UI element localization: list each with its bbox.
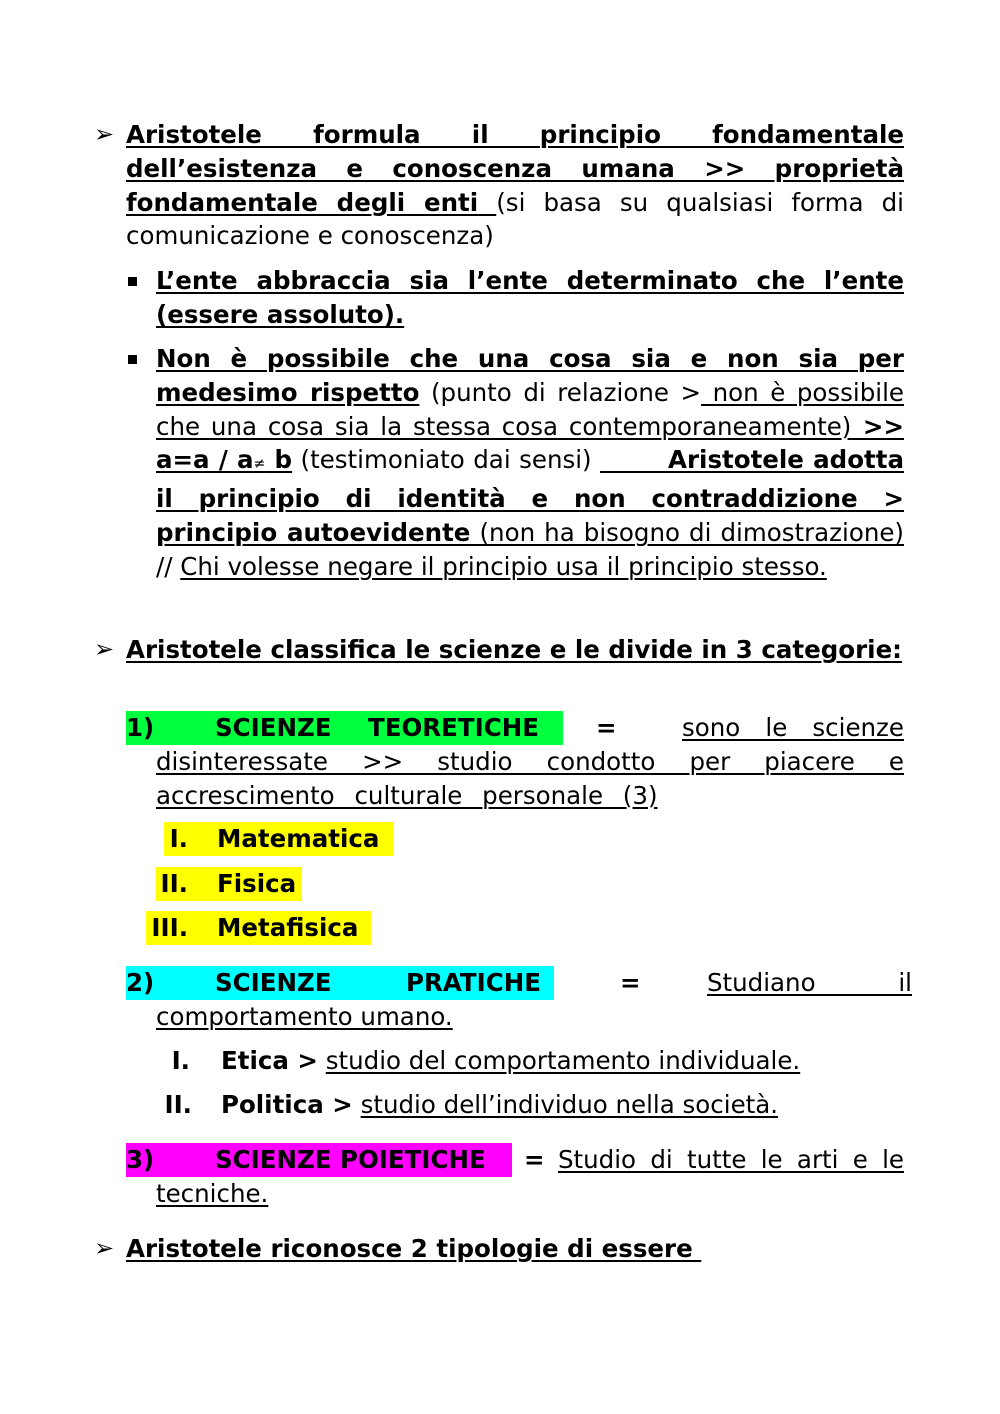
item-number: I. [169,824,188,853]
category-1-description: sono le scienze disinteressate >> studio condotto per piacere e accrescimento culturale personale (3) [156,713,904,810]
arrow-bullet-icon: ➢ [94,120,115,148]
item-etica: Etica > studio del comportamento individuale. [221,1046,801,1075]
sub-point-1: L’ente abbraccia sia l’ente determinato che l’ente (essere assoluto). [156,266,904,329]
sub-point-2: Non è possibile che una cosa sia e non sia per medesimo rispetto (punto di relazione > non è possibile che una cosa sia la stessa cosa contemporaneamente) >> a=a / a≠ b (testimoniato dai sensi) Aristotele adotta il principio di identità e non contraddizione > principio autoevidente (non ha bisogno di dimostrazione) // Chi volesse negare il principio usa il principio stesso. [156,344,904,581]
item-number: II. [164,1090,192,1119]
category-3-description: Studio di tutte le arti e le tecniche. [156,1145,904,1208]
section-1-heading: Aristotele formula il principio fondamentale dell’esistenza e conoscenza umana >> proprietà fondamentale degli enti [126,120,904,217]
section-1-note: (si basa su qualsiasi forma di comunicazione e conoscenza) [126,187,904,251]
square-bullet-icon [128,277,137,286]
arrow-bullet-icon: ➢ [94,635,115,663]
item-metafisica: Metafisica [217,913,359,942]
square-bullet-icon [128,355,137,364]
item-matematica: Matematica [217,824,380,853]
section-2-heading: Aristotele classifica le scienze e le divide in 3 categorie: [126,635,902,664]
category-2-description: Studiano il [707,968,912,997]
arrow-bullet-icon: ➢ [94,1234,115,1262]
item-number: II. [160,869,188,898]
category-2-name: SCIENZE PRATICHE [215,968,541,997]
section-3-heading: Aristotele riconosce 2 tipologie di essere [126,1234,702,1263]
category-2-number: 2) [126,968,155,997]
item-number: I. [171,1046,190,1075]
category-3-name: SCIENZE POIETICHE [215,1145,486,1174]
category-1-name: SCIENZE TEORETICHE [215,713,539,742]
category-1-number: 1) [126,713,155,742]
item-fisica: Fisica [217,869,297,898]
item-politica: Politica > studio dell’individuo nella società. [221,1090,779,1119]
section-1-paragraph [126,118,904,253]
not-equal-sign: ≠ [253,456,266,473]
document-page: ➢ Aristotele formula il principio fondamentale dell’esistenza e conoscenza umana >> proprietà fondamentale degli enti (si basa su qualsiasi forma di comunicazione e conoscenza) L’ente abbraccia sia l’ente determinato che l’ente (essere assoluto). Non è possibile che una cosa sia e non sia per medesimo rispetto (punto di relazione > non è possibile che una cosa sia la stessa cosa contemporaneamente) >> a=a / a≠ b (testimoniato dai sensi) Aristotele adotta il principio di identità e non contraddizione > principio autoevidente (non ha bisogno di dimostrazione) // Chi volesse negare il principio usa il principio stesso. ➢ Aristotele classifica le scienze e le divide in 3 categorie: 1) SCIENZE TEORETICHE = sono le scienze disinteressate >> studio condotto per piacere e accrescimento culturale personale (3) I. Matematica II. Fisica III. Metafisica 2) SCIENZE PRATICHE = Studiano il comportamento umano. I. Etica > studio del comportamento individuale. II. Politica > studio dell’individuo nella società. 3) SCIENZE POIETICHE = Studio di tutte le arti e le tecniche. ➢ Aristotele riconosce 2 tipologie di essere [0,0,1000,1414]
category-2-description-cont: comportamento umano. [156,1002,453,1031]
category-3-number: 3) [126,1145,155,1174]
item-number: III. [151,913,188,942]
